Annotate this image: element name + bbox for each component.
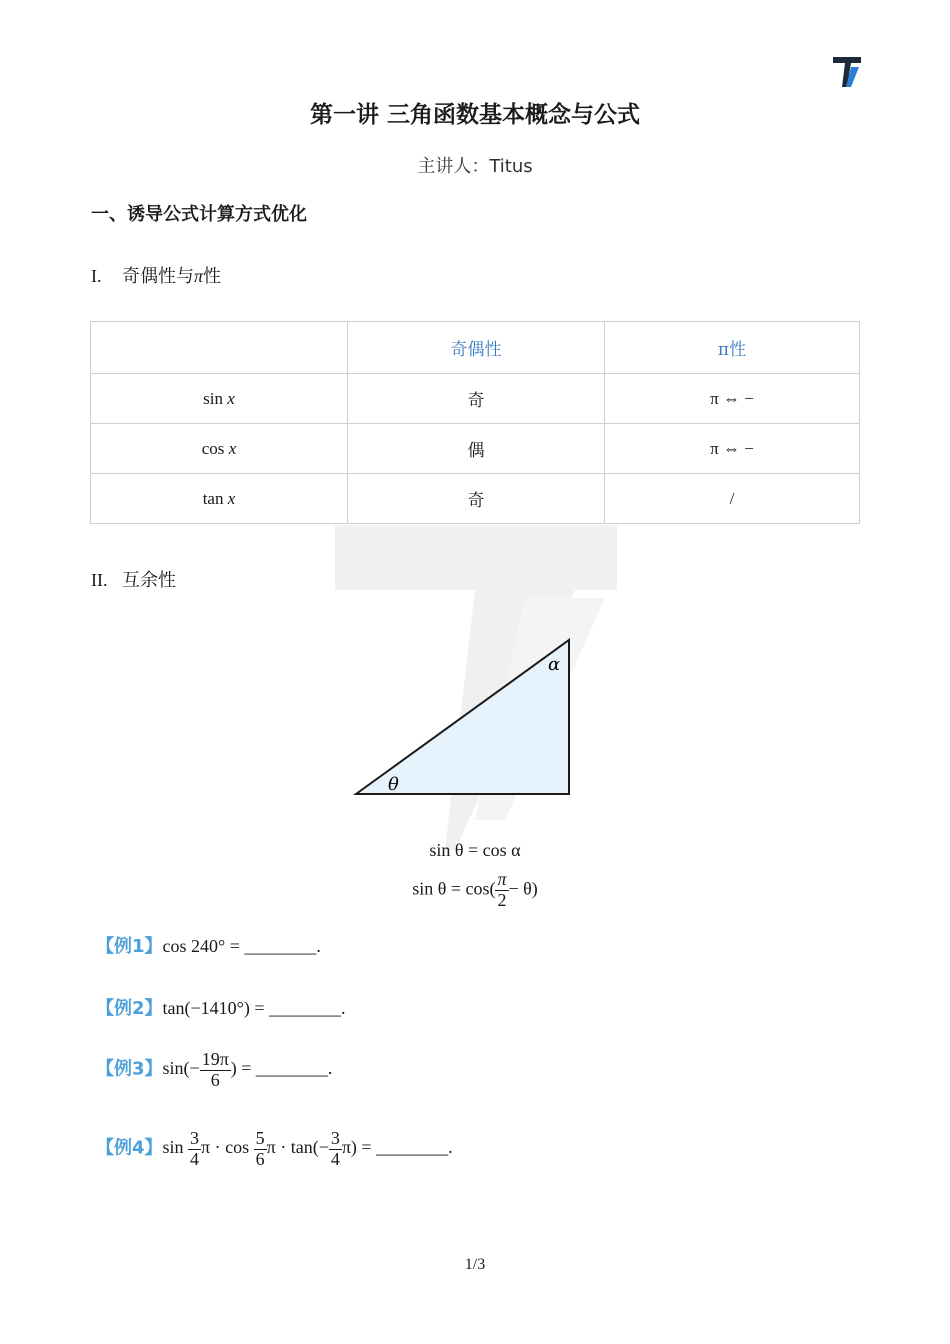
table-cell-parity: 奇 (348, 474, 605, 524)
example-tag: 【例2】 (96, 998, 163, 1019)
table-header-parity: 奇偶性 (348, 322, 605, 374)
example-3 (96, 1050, 332, 1091)
table-cell-pi: π ⇔ − (605, 374, 860, 424)
table-cell-function: sin x (91, 374, 348, 424)
table-cell-parity: 偶 (348, 424, 605, 474)
subsection-number: II. (91, 570, 108, 590)
example-expression: cos 240° = ________. (162, 936, 321, 956)
example-1 (96, 932, 321, 958)
example-2 (96, 994, 346, 1020)
example-4 (96, 1129, 453, 1170)
example-expression: sin(− $\frac{19\pi}{6}$ ) = ________. (162, 1049, 333, 1090)
table-row (91, 374, 860, 424)
triangle-shape (356, 640, 569, 794)
table-header-row (91, 322, 860, 374)
page-title: 第一讲 三角函数基本概念与公式 (309, 102, 640, 128)
formula-complementary-2: sin θ = cos( $\frac{\pi}{2}$ − θ) (412, 869, 538, 910)
subsection-title: 互余性 (122, 570, 176, 591)
example-expression: sin $\frac{3}{4}$ π · cos $\frac{5}{6}$ π · tan(− $\frac{3}{4}$ π) = ________. (162, 1128, 453, 1169)
example-expression: tan(−1410°) = ________. (162, 998, 346, 1018)
table-cell-function: tan x (91, 474, 348, 524)
parity-table (90, 321, 860, 524)
subsection-complementary (91, 566, 176, 592)
table-header-empty (91, 322, 348, 374)
angle-theta-label: θ (388, 774, 399, 795)
example-tag: 【例3】 (96, 1058, 163, 1080)
table-cell-pi: / (605, 474, 860, 524)
table-cell-parity: 奇 (348, 374, 605, 424)
angle-alpha-label: α (548, 654, 561, 675)
table-cell-function: cos x (91, 424, 348, 474)
subsection-parity (91, 262, 221, 288)
subsection-number: I. (91, 266, 102, 286)
subsection-title: 奇偶性与π性 (122, 266, 222, 287)
page-number: 1/3 (464, 1256, 486, 1273)
brand-logo-icon (832, 55, 862, 89)
right-triangle-figure (350, 632, 580, 802)
table-cell-pi: π ⇔ − (605, 424, 860, 474)
section-heading: 一、诱导公式计算方式优化 (91, 204, 307, 225)
presenter: 主讲人：Titus (417, 156, 533, 177)
table-row (91, 474, 860, 524)
table-row (91, 424, 860, 474)
table-header-pi: π性 (605, 322, 860, 374)
formula-complementary-1: sin θ = cos α (429, 840, 521, 860)
example-tag: 【例1】 (96, 936, 163, 957)
example-tag: 【例4】 (96, 1137, 163, 1159)
